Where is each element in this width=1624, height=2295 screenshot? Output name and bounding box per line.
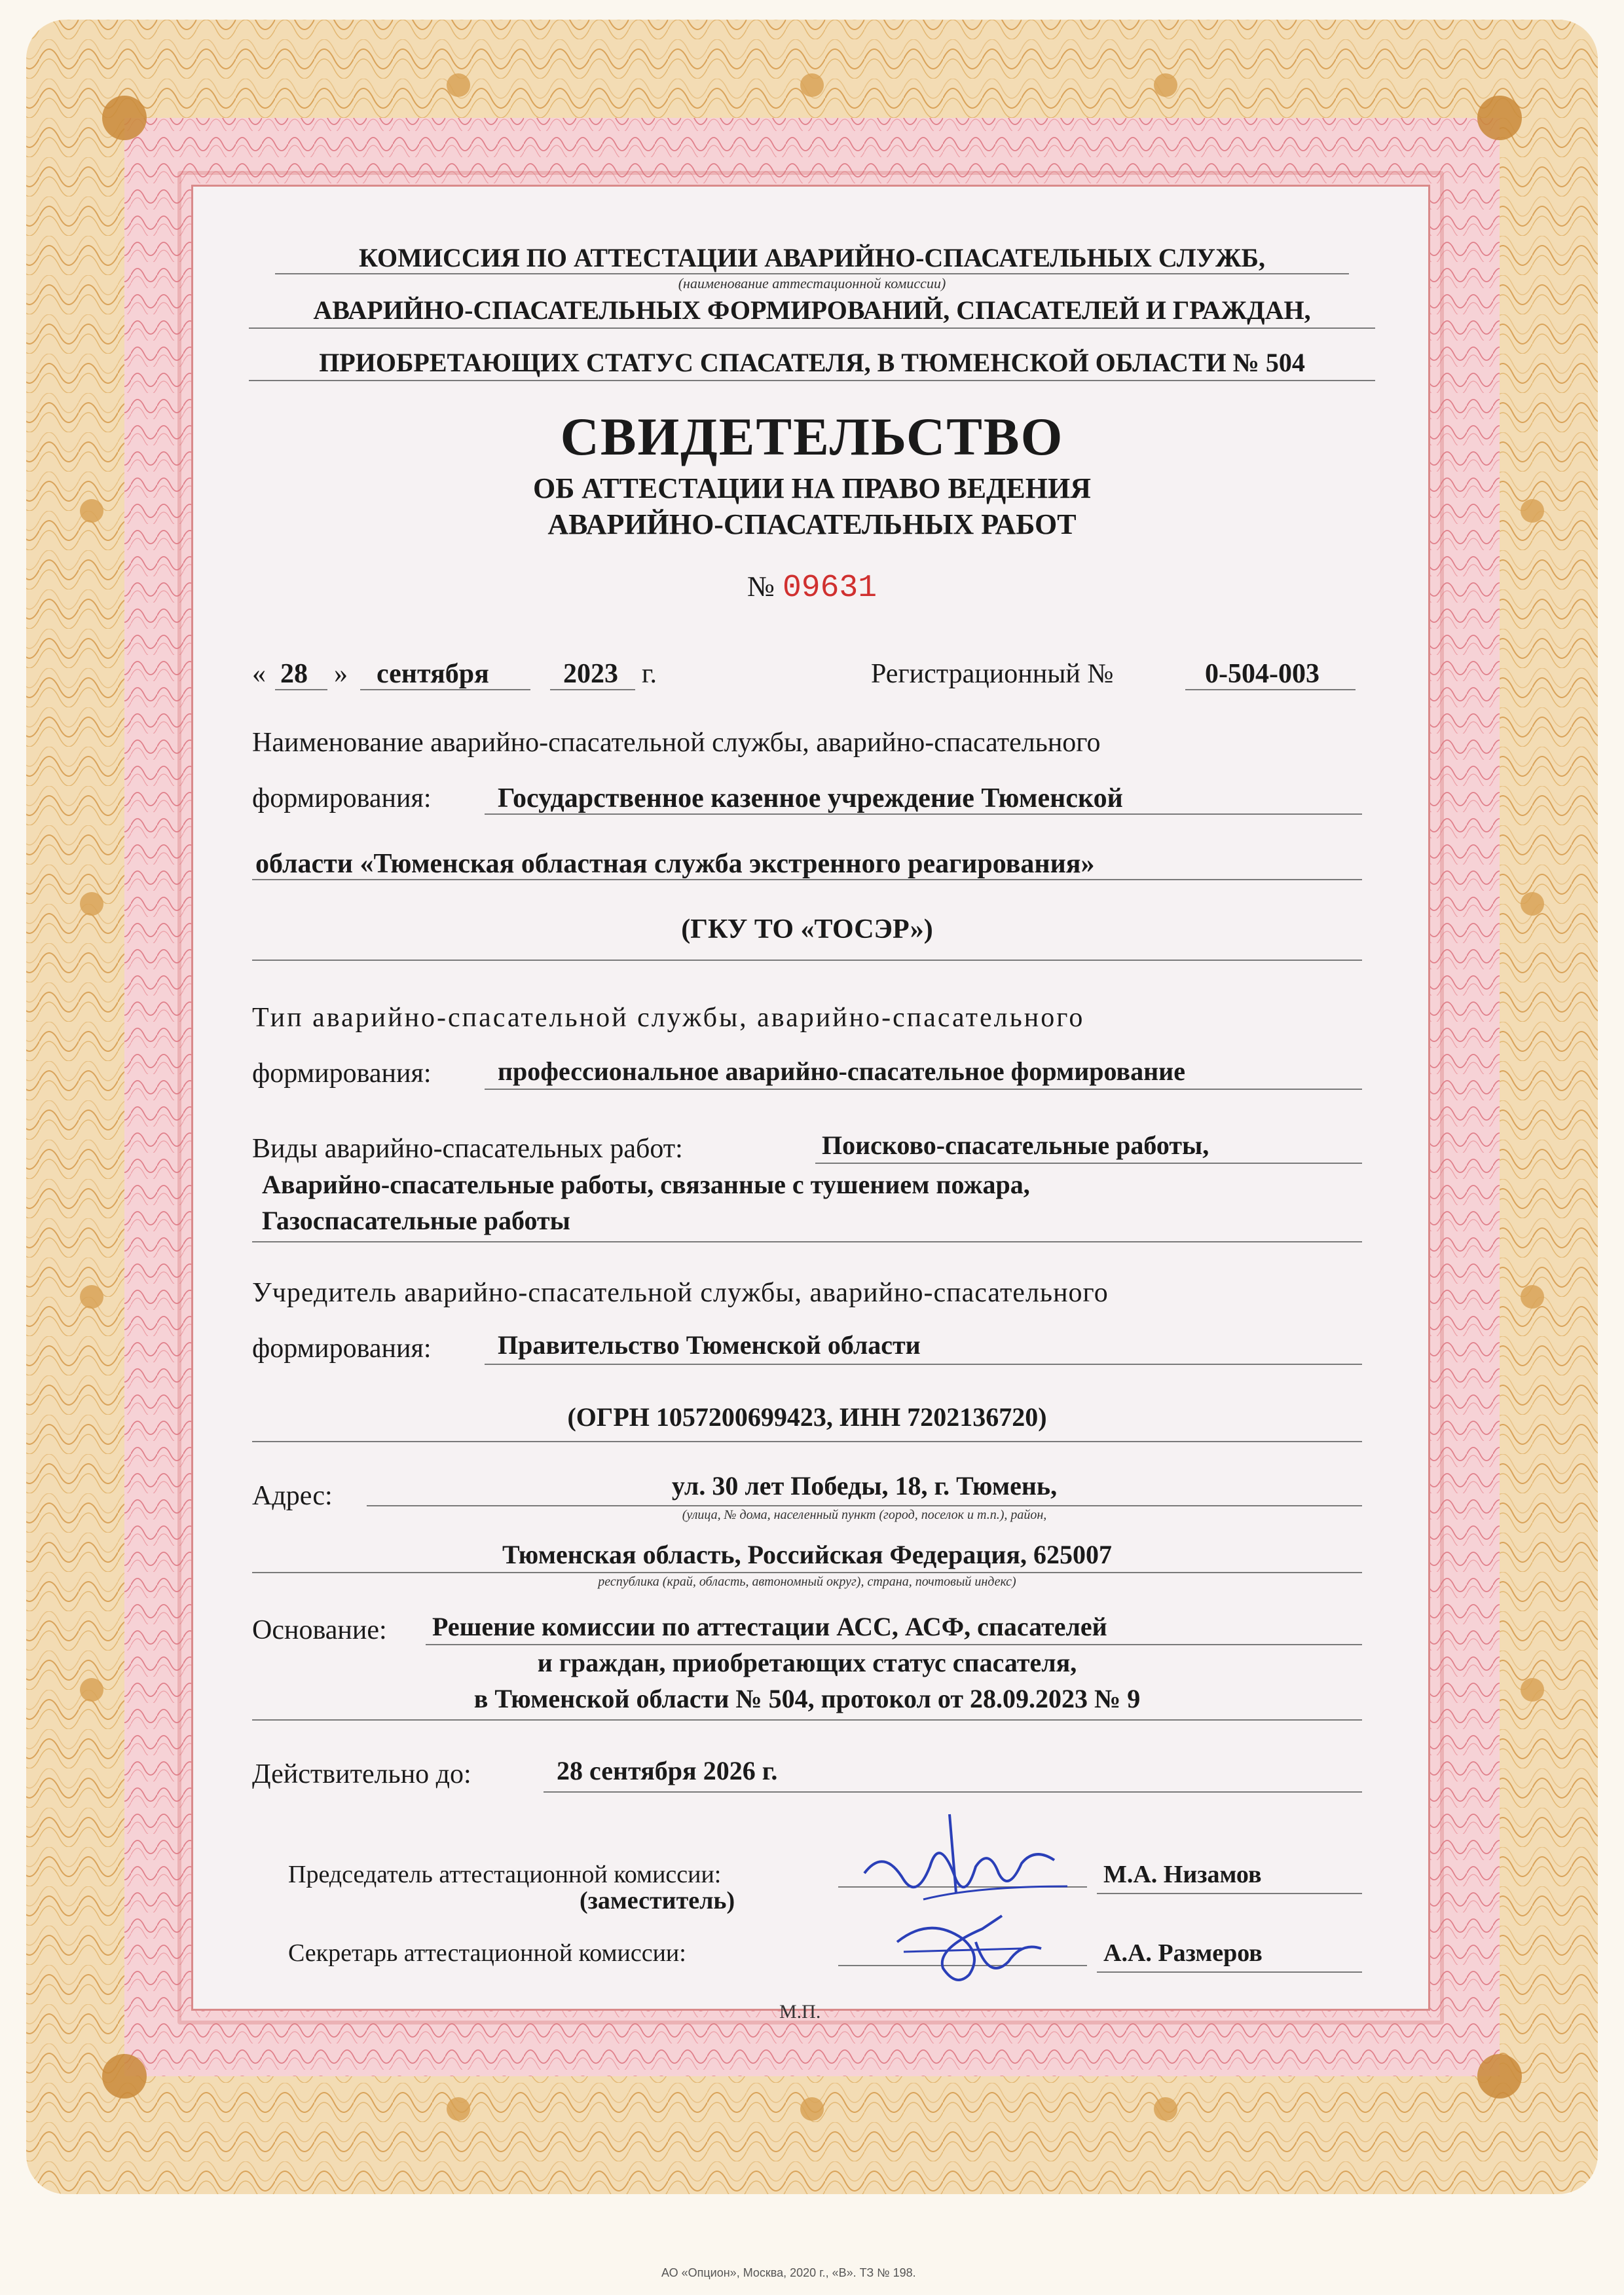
divider bbox=[252, 879, 1362, 880]
divider bbox=[249, 327, 1375, 329]
type-value: профессиональное аварийно-спасательное формирование bbox=[498, 1056, 1185, 1086]
certificate-number bbox=[196, 570, 1428, 606]
stamp-place: М.П. bbox=[779, 2001, 821, 2023]
basis-label: Основание: bbox=[252, 1615, 387, 1645]
divider bbox=[485, 1089, 1362, 1090]
works-label: Виды аварийно-спасательных работ: bbox=[252, 1134, 683, 1164]
works-value-line3: Газоспасательные работы bbox=[262, 1206, 570, 1235]
chair-signature bbox=[858, 1808, 1074, 1912]
works-value-line2: Аварийно-спасательные работы, связанные с тушением пожара, bbox=[262, 1170, 1030, 1199]
name-label-line1: Наименование аварийно-спасательной службы, аварийно-спасательного bbox=[252, 728, 1101, 758]
address-value-line2: Тюменская область, Российская Федерация, 625007 bbox=[502, 1540, 1113, 1569]
divider bbox=[249, 380, 1375, 381]
divider bbox=[252, 1441, 1362, 1442]
founder-label-line1: Учредитель аварийно-спасательной службы, аварийно-спасательного bbox=[252, 1278, 1109, 1308]
document-subtitle-line1: ОБ АТТЕСТАЦИИ НА ПРАВО ВЕДЕНИЯ bbox=[532, 472, 1091, 504]
divider bbox=[252, 960, 1362, 961]
divider bbox=[275, 273, 1349, 274]
divider bbox=[550, 689, 635, 690]
address-note2: республика (край, область, автономный округ), страна, почтовый индекс) bbox=[598, 1575, 1016, 1589]
divider bbox=[426, 1644, 1362, 1645]
deputy-label: (заместитель) bbox=[580, 1887, 735, 1914]
founder-value-line2: (ОГРН 1057200699423, ИНН 7202136720) bbox=[567, 1402, 1047, 1432]
name-label-line2: формирования: bbox=[252, 783, 432, 813]
commission-name-note: (наименование аттестационной комиссии) bbox=[678, 275, 946, 291]
address-note1: (улица, № дома, населенный пункт (город, поселок и т.п.), район, bbox=[682, 1508, 1047, 1522]
chair-label: Председатель аттестационной комиссии: bbox=[288, 1861, 722, 1888]
registration-label: Регистрационный № bbox=[871, 659, 1114, 689]
founder-label-line2: формирования: bbox=[252, 1334, 432, 1364]
basis-value-line3: в Тюменской области № 504, протокол от 28.09.2023 № 9 bbox=[473, 1684, 1141, 1713]
chair-name: М.А. Низамов bbox=[1103, 1861, 1262, 1888]
valid-until-value: 28 сентября 2026 г. bbox=[557, 1756, 778, 1785]
date-year: 2023 bbox=[563, 659, 618, 689]
date-year-suffix: г. bbox=[642, 659, 657, 689]
basis-value-line1: Решение комиссии по аттестации АСС, АСФ, спасателей bbox=[432, 1612, 1107, 1641]
type-label-line1: Тип аварийно-спасательной службы, аварийно-спасательного bbox=[252, 1003, 1085, 1033]
divider bbox=[544, 1791, 1362, 1793]
secretary-signature bbox=[891, 1903, 1054, 1994]
printer-info: АО «Опцион», Москва, 2020 г., «В». ТЗ № 198. bbox=[661, 2266, 916, 2279]
commission-name-line3: ПРИОБРЕТАЮЩИХ СТАТУС СПАСАТЕЛЯ, В ТЮМЕНСКОЙ ОБЛАСТИ № 504 bbox=[319, 348, 1305, 377]
date-open-quote: « bbox=[252, 659, 266, 689]
document-subtitle-line2: АВАРИЙНО-СПАСАТЕЛЬНЫХ РАБОТ bbox=[547, 508, 1077, 540]
divider bbox=[252, 1572, 1362, 1573]
works-value-line1: Поисково-спасательные работы, bbox=[822, 1130, 1209, 1160]
address-value-line1: ул. 30 лет Победы, 18, г. Тюмень, bbox=[671, 1471, 1058, 1501]
number-prefix: № bbox=[747, 570, 775, 603]
divider bbox=[815, 1163, 1362, 1164]
divider bbox=[485, 813, 1362, 815]
date-close-quote: » bbox=[334, 659, 348, 689]
divider bbox=[252, 1719, 1362, 1721]
commission-name-line2: АВАРИЙНО-СПАСАТЕЛЬНЫХ ФОРМИРОВАНИЙ, СПАСАТЕЛЕЙ И ГРАЖДАН, bbox=[313, 295, 1311, 325]
address-label: Адрес: bbox=[252, 1481, 333, 1511]
name-value-line3: (ГКУ ТО «ТОСЭР») bbox=[681, 914, 933, 944]
registration-number: 0-504-003 bbox=[1205, 659, 1320, 689]
valid-label: Действительно до: bbox=[252, 1759, 471, 1789]
date-day: 28 bbox=[280, 659, 308, 689]
certificate-number-value: 09631 bbox=[782, 570, 877, 606]
divider bbox=[275, 689, 327, 690]
divider bbox=[360, 689, 530, 690]
divider bbox=[1185, 689, 1356, 690]
commission-name-line1: КОМИССИЯ ПО АТТЕСТАЦИИ АВАРИЙНО-СПАСАТЕЛЬНЫХ СЛУЖБ, bbox=[359, 243, 1265, 272]
basis-value-line2: и граждан, приобретающих статус спасателя, bbox=[537, 1648, 1077, 1677]
divider bbox=[1097, 1971, 1362, 1973]
secretary-name: А.А. Размеров bbox=[1103, 1939, 1263, 1967]
name-value-line1: Государственное казенное учреждение Тюменской bbox=[498, 783, 1123, 813]
date-month: сентября bbox=[377, 659, 489, 689]
founder-value-line1: Правительство Тюменской области bbox=[498, 1330, 921, 1360]
secretary-label: Секретарь аттестационной комиссии: bbox=[288, 1939, 686, 1967]
divider bbox=[367, 1505, 1362, 1506]
divider bbox=[485, 1364, 1362, 1365]
divider bbox=[252, 1241, 1362, 1242]
name-value-line2: области «Тюменская областная служба экстренного реагирования» bbox=[255, 849, 1095, 879]
type-label-line2: формирования: bbox=[252, 1058, 432, 1089]
divider bbox=[1097, 1893, 1362, 1894]
document-title: СВИДЕТЕЛЬСТВО bbox=[560, 407, 1064, 466]
